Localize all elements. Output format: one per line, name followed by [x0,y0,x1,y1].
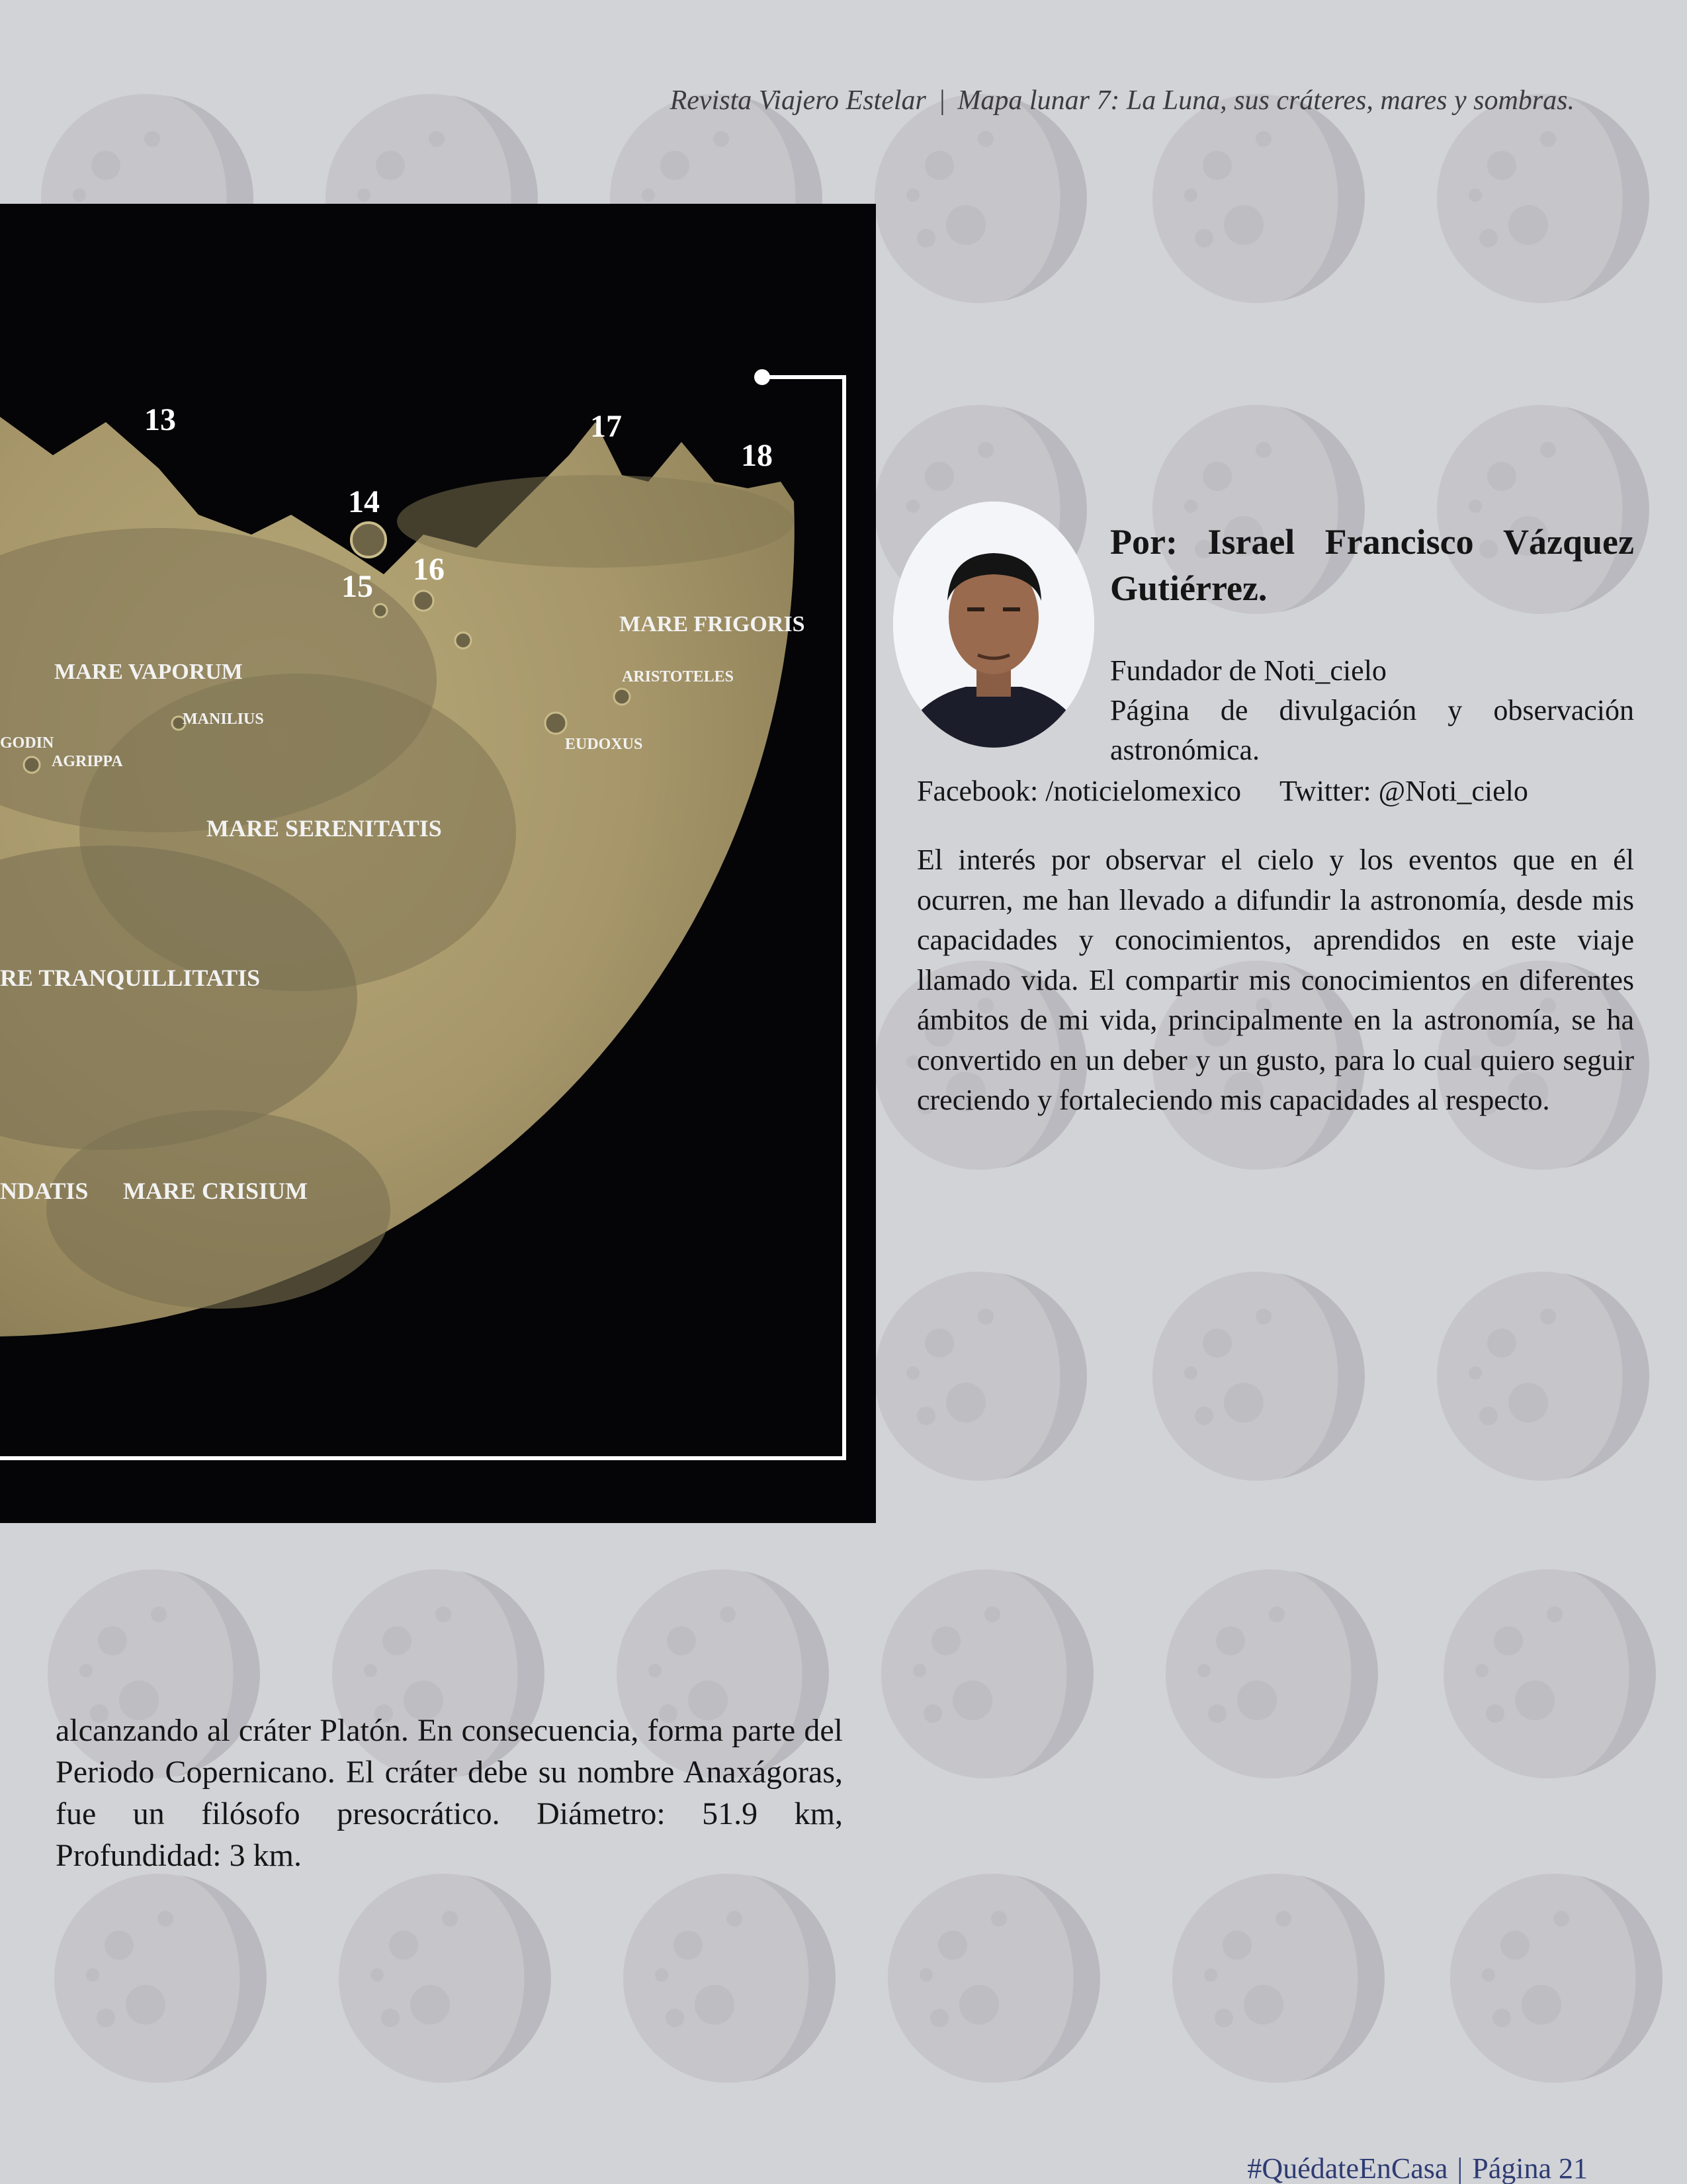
crater-number-16: 16 [413,552,445,587]
magazine-title: Revista Viajero Estelar [670,85,926,116]
facebook-handle: Facebook: /noticielomexico [917,775,1241,807]
crater-eudoxus [545,713,566,734]
label-mare-vaporum: MARE VAPORUM [54,660,243,684]
label-mare-frigoris: MARE FRIGORIS [619,612,805,636]
figure-bracket-dot [754,369,770,385]
mare-frigoris-region [397,475,794,568]
crater-small [455,633,471,648]
label-aristoteles: ARISTOTELES [622,668,734,685]
running-header [569,85,1575,116]
crater-15 [374,604,387,617]
article-title: Mapa lunar 7: La Luna, sus cráteres, mares y sombras. [957,85,1575,116]
footer-separator: | [1457,2152,1463,2184]
author-portrait-image [893,502,1094,748]
label-mare-serenitatis: MARE SERENITATIS [206,815,442,842]
author-role-page-end: astronómica. [1110,734,1260,766]
crater-number-18: 18 [741,438,773,473]
twitter-handle: Twitter: @Noti_cielo [1279,775,1528,807]
page-number: Página 21 [1472,2152,1588,2184]
crater-aristoteles [614,689,630,705]
article-continued-text: alcanzando al cráter Platón. En consecuencia, forma parte del Periodo Copernicano. El cráter debe su nombre Anaxágoras, fue un filósofo presocrático. Diámetro: 51.9 km, Profundidad: 3 km. [56,1713,843,1873]
label-agrippa: AGRIPPA [52,753,123,770]
author-role [1110,651,1634,770]
author-byline: Por: Israel Francisco Vázquez Gutiérrez. [1110,522,1634,608]
author-photo [893,502,1094,748]
crater-number-14: 14 [348,484,380,519]
moon-map-image [0,204,876,1523]
label-godin: GODIN [0,734,54,752]
crater-number-17: 17 [590,409,622,444]
crater-number-13: 13 [144,402,176,437]
label-mare-crisium: MARE CRISIUM [123,1178,308,1204]
label-mare-fecunditatis: NDATIS [0,1178,89,1204]
author-role-founder: Fundador de Noti_cielo [1110,654,1387,687]
label-manilius: MANILIUS [183,711,264,728]
crater-16 [413,591,433,611]
crater-14 [351,523,386,557]
author-role-page: Página de divulgación y observación [1110,694,1634,726]
header-separator: | [937,85,946,116]
mare-crisium-region [46,1110,390,1309]
crater-agrippa [24,757,40,773]
label-mare-tranquillitatis: RE TRANQUILLITATIS [0,965,261,991]
author-social-links [917,771,1634,811]
author-bio: El interés por observar el cielo y los eventos que en él ocurren, me han llevado a difundir la astronomía, desde mis capacidades y conocimientos, aprendidos en este viaje llamado vida. El compartir mis conocimientos en diferentes ámbitos de mi vida, principalmente en la astronomía, se ha convertido en un deber y un gusto, para lo cual quiero seguir creciendo y fortaleciendo mis capacidades al respecto. [917,844,1634,1116]
footer-hashtag: #QuédateEnCasa [1247,2152,1448,2184]
moon-map-figure [0,204,876,1523]
crater-number-15: 15 [341,569,373,604]
label-eudoxus: EUDOXUS [565,736,643,753]
page-footer [992,2152,1588,2184]
